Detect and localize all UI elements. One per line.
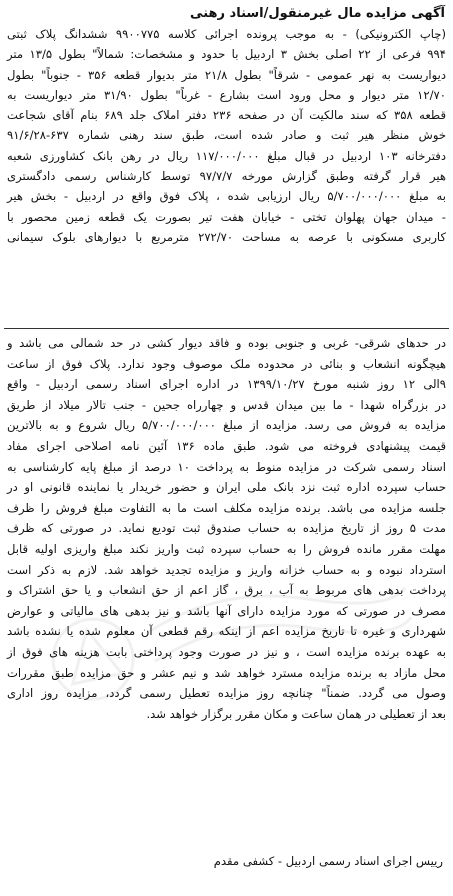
notice-line: جلسه مزایده می باشد. برنده مزایده مکلف است ما به التفاوت مبلغ فروش را ظرف <box>7 500 446 515</box>
notice-line: در بزرگراه شهدا - ما بین میدان قدس و چهارراه جحین - جنب تالار میلاد از طریق <box>7 397 446 412</box>
notice-line: هیر قرار گرفته وطبق گزارش مورخه ۹۷/۷/۷ توسط کارشناس رسمی دادگستری <box>7 169 446 184</box>
notice-line: اسناد رسمی شرکت در مزایده منوط به پرداخت ۱۰ درصد از مبلغ پایه کارشناسی به <box>7 459 446 474</box>
notice-line: مهلت مقرر مانده فروش را به حساب سپرده ثبت واریز نکند مبلغ واریزی اولیه قابل <box>7 541 446 556</box>
notice-line: دیواریست به نهر عمومی - شرقاً" بطول ۲۱/۸ متر بدیوار قطعه ۳۵۶ - جنوباً" بطول <box>7 67 447 82</box>
notice-signature: رییس اجرای اسناد رسمی اردبیل - کشفی مقدم <box>213 854 443 868</box>
notice-line: قطعه ۳۵۸ که سند مالکیت آن در صفحه ۲۳۶ دفتر املاک جلد ۶۸۹ بنام آقای شجاعت <box>7 108 446 123</box>
notice-line: (چاپ الکترونیکی) - به موجب پرونده اجرائی کلاسه ۹۹۰۰۷۷۵ ششدانگ پلاک ثبتی <box>7 27 446 41</box>
column-divider <box>4 328 449 329</box>
notice-line: مصرف در صورتی که مورد مزایده دارای آنها باشد و نیز بدهی های مالیاتی و عوارض <box>7 603 446 618</box>
notice-line: دفترخانه ۱۰۳ اردبیل در قبال مبلغ ۱۱۷/۰۰۰/۰۰۰ ریال در رهن بانک کشاورزی شعبه <box>7 148 447 163</box>
notice-line: ۹الی ۱۲ روز شنبه مورخ ۱۳۹۹/۱۰/۲۷ در اداره اجرای اسناد رسمی اردبیل - واقع <box>7 377 446 392</box>
notice-line: ۹۹۴ فرعی از ۲۲ اصلی بخش ۳ اردبیل با حدود و مشخصات: شمالاً" بطول ۱۳/۵ متر <box>7 47 446 62</box>
notice-line: - میدان جهان پهلوان تختی - خیابان هفت تیر بصورت یک قطعه زمین محصور با <box>7 209 446 224</box>
notice-top-section <box>6 4 447 328</box>
notice-line: مدت ۵ روز از تاریخ مزایده به حساب صندوق ثبت تودیع نماید. در صورتی که ظرف <box>7 521 446 536</box>
notice-line: شهرداری و غیره تا تاریخ مزایده اعم از اینکه رقم قطعی آن معلوم شده یا نشده باشد <box>7 624 446 639</box>
notice-line: حساب سپرده اداره ثبت نزد بانک ملی ایران و حضور خریدار یا نماینده قانونی او در <box>7 480 446 495</box>
notice-line: در حدهای شرقی- غربی و جنوبی بوده و فاقد دیوار کشی در حد شمالی می باشد و <box>7 336 446 350</box>
notice-heading: آگهی مزایده مال غیرمنقول/اسناد رهنی <box>190 6 445 21</box>
notice-bottom-section <box>6 333 447 853</box>
notice-line: کاربری مسکونی با عرصه به مساحت ۲۷۲/۷۰ مترمربع با دیوارهای بلوک سیمانی <box>7 229 446 244</box>
notice-line: پرداخت بدهی های مربوط به آب ، برق ، گاز اعم از حق انشعاب و یا حق اشتراک و <box>7 583 446 598</box>
notice-line: وصول می گردد. ضمناً" چنانچه روز مزایده تعطیل رسمی گردد، مزایده روز اداری <box>7 686 446 701</box>
notice-line: بعد از تعطیلی در همان ساعت و مکان مقرر برگزار خواهد شد. <box>146 706 446 721</box>
notice-line: مزایده به فروش می رسد. مزایده از مبلغ ۵/۷۰۰/۰۰۰/۰۰۰ ریال شروع و به بالاترین <box>7 418 446 433</box>
notice-line: خوش منظر هیر ثبت و صادر شده است، طبق سند رهنی شماره ۶۳۷-۹۱/۶/۲۸ <box>7 128 446 143</box>
notice-line: استرداد نبوده و به حساب خزانه واریز و مزایده تجدید خواهد شد. لازم به ذکر است <box>7 562 446 577</box>
notice-line: به عهده برنده مزایده است ، و نیز در صورت وجود پرداختی بابت هزینه های فوق از <box>7 644 446 659</box>
notice-line: هیچگونه انشعاب و بنائی در محدوده ملک موصوف وجود ندارد. پلاک فوق از ساعت <box>7 356 446 371</box>
notice-line: قیمت پیشنهادی فروخته می شود. طبق ماده ۱۳۶ آئین نامه اصلاحی اجرای مفاد <box>7 438 446 453</box>
notice-line: محل مازاد به برنده مزایده مسترد خواهد شد و نیم عشر و حق مزایده طبق مقررات <box>7 665 446 680</box>
notice-line: ۱۲/۷۰ متر دیوار و محل ورود است بشارع - غرباً" بطول ۳۱/۹۰ متر دیواریست به <box>7 87 446 102</box>
notice-line: به مبلغ ۵/۷۰۰/۰۰۰/۰۰۰ ریال ارزیابی شده ، پلاک فوق واقع در اردبیل - بخش هیر <box>7 189 446 204</box>
